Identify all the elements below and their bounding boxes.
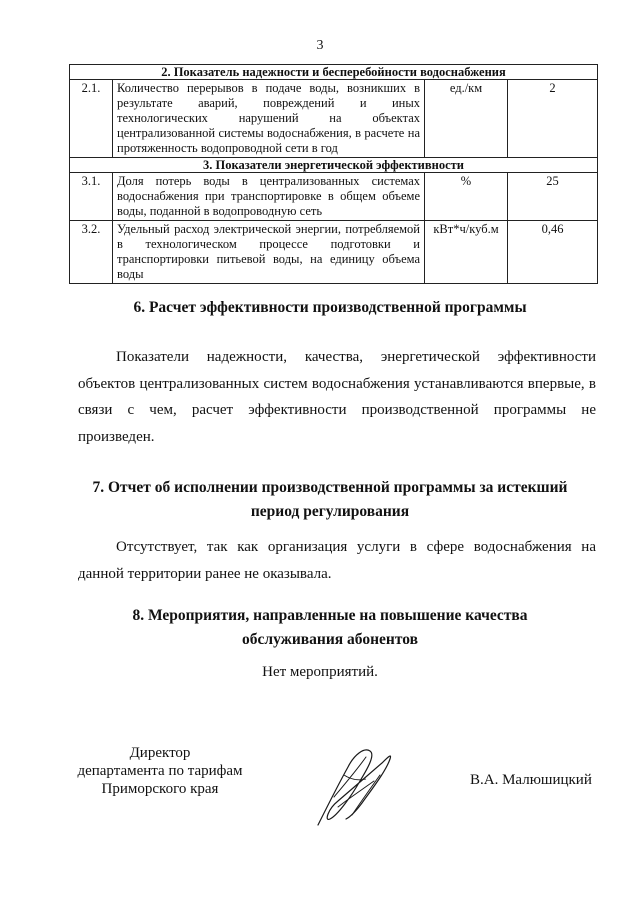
row-number: 3.2. — [70, 221, 113, 284]
row-unit: ед./км — [425, 80, 508, 158]
table-section-row — [70, 158, 598, 173]
row-unit: кВт*ч/куб.м — [425, 221, 508, 284]
row-number: 3.1. — [70, 173, 113, 221]
signatory-title-line: Директор — [129, 745, 191, 761]
row-description: Доля потерь воды в централизованных системах водоснабжения при транспортировке в общем объеме воды, поданной в водопроводную сеть — [113, 173, 425, 221]
signatory-title — [60, 744, 260, 798]
row-value: 2 — [508, 80, 598, 158]
page-number: 3 — [316, 38, 324, 53]
section-7-body — [78, 534, 596, 587]
table-row — [70, 173, 598, 221]
signatory-name: В.А. Малюшицкий — [470, 772, 592, 788]
section-7-text: Отсутствует, так как организация услуги в сфере водоснабжения на данной территории ранее не оказывала. — [78, 539, 596, 582]
signatory-title-line: департамента по тарифам — [77, 763, 243, 779]
table-section-row — [70, 65, 598, 80]
signatory-title-line: Приморского края — [101, 781, 219, 797]
row-unit: % — [425, 173, 508, 221]
table-row — [70, 221, 598, 284]
section-7-heading: 7. Отчет об исполнении производственной программы за истекший период регулирования — [92, 479, 568, 520]
row-number: 2.1. — [70, 80, 113, 158]
row-value: 0,46 — [508, 221, 598, 284]
section-8-text: Нет мероприятий. — [262, 664, 378, 680]
section-8-heading: 8. Мероприятия, направленные на повышение качества обслуживания абонентов — [132, 607, 528, 648]
indicators-table — [69, 64, 598, 284]
table-row — [70, 80, 598, 158]
row-value: 25 — [508, 173, 598, 221]
row-description: Количество перерывов в подаче воды, возникших в результате аварий, повреждений и иных технологических нарушений на объектах централизованной системы водоснабжения, в расчете на протяженность водопроводной сети в год — [113, 80, 425, 158]
section-title: 3. Показатели энергетической эффективности — [70, 158, 598, 173]
section-6-body — [78, 344, 596, 450]
handwritten-signature — [308, 745, 394, 827]
row-description: Удельный расход электрической энергии, потребляемой в технологическом процессе подготовки и транспортировки питьевой воды, на единицу объема воды — [113, 221, 425, 284]
section-title: 2. Показатель надежности и бесперебойности водоснабжения — [70, 65, 598, 80]
section-6-heading: 6. Расчет эффективности производственной программы — [133, 299, 527, 316]
section-6-text: Показатели надежности, качества, энергетической эффективности объектов централизованных систем водоснабжения устанавливаются впервые, в связи с чем, расчет эффективности производственной программы не произведен. — [78, 349, 596, 445]
